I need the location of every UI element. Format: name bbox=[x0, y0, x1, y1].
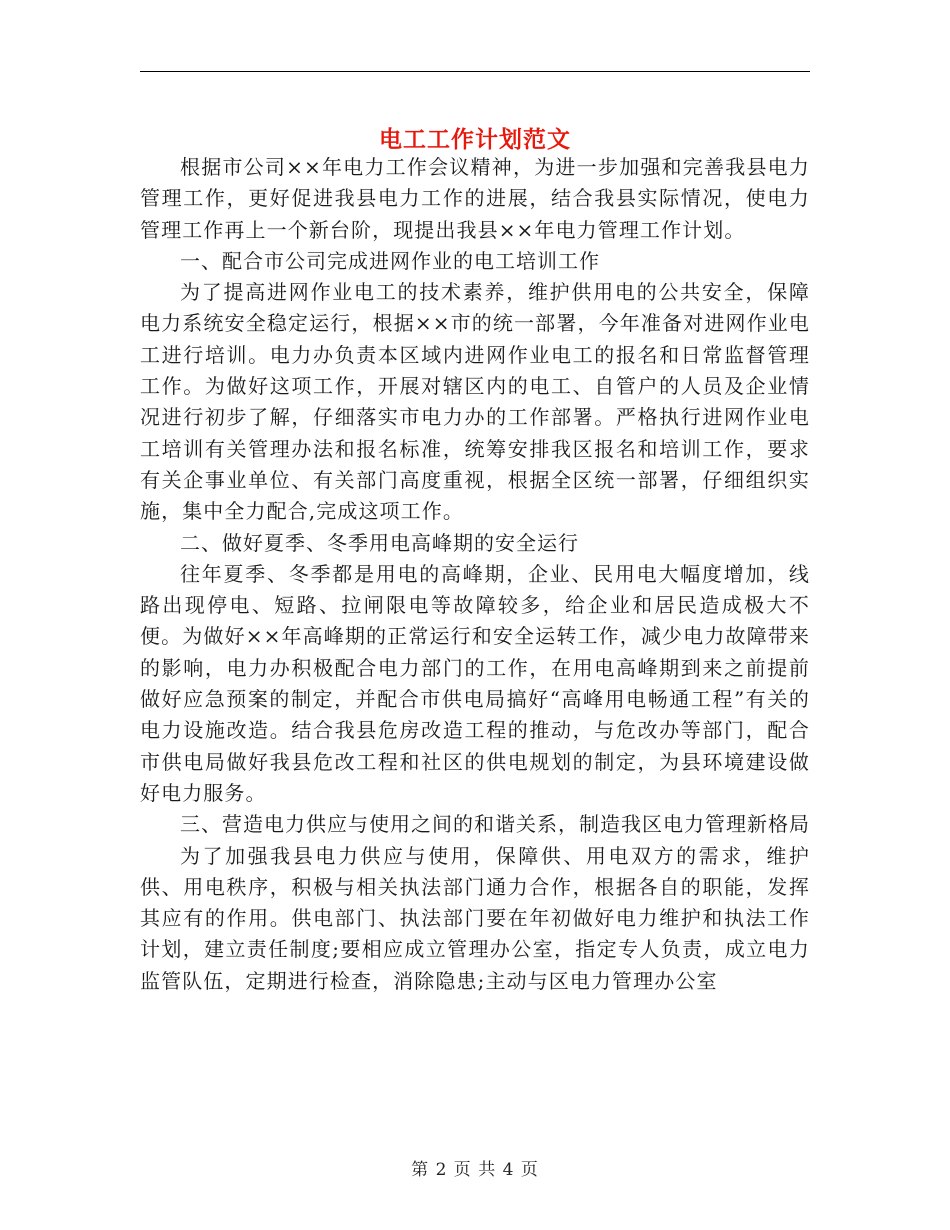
paragraph-section-2: 往年夏季、冬季都是用电的高峰期，企业、民用电大幅度增加，线路出现停电、短路、拉闸限电等故障较多，给企业和居民造成极大不便。为做好××年高峰期的正常运行和安全运转工作，减少电力故障带来的影响，电力办积极配合电力部门的工作，在用电高峰期到来之前提前做好应急预案的制定，并配合市供电局搞好“高峰用电畅通工程”有关的电力设施改造。结合我县危房改造工程的推动，与危改办等部门，配合市供电局做好我县危改工程和社区的供电规划的制定，为县环境建设做好电力服务。 bbox=[140, 561, 810, 805]
document-body bbox=[140, 152, 810, 997]
paragraph-intro: 根据市公司××年电力工作会议精神，为进一步加强和完善我县电力管理工作，更好促进我县电力工作的进展，结合我县实际情况，使电力管理工作再上一个新台阶，现提出我县××年电力管理工作计划。 bbox=[140, 155, 810, 242]
paragraph-section-3: 为了加强我县电力供应与使用，保障供、用电双方的需求，维护供、用电秩序，积极与相关执法部门通力合作，根据各自的职能，发挥其应有的作用。供电部门、执法部门要在年初做好电力维护和执法工作计划，建立责任制度;要相应成立管理办公室，指定专人负责，成立电力监管队伍，定期进行检查，消除隐患;主动与区电力管理办公室 bbox=[140, 843, 810, 993]
header-rule bbox=[140, 71, 810, 72]
section-heading-2: 二、做好夏季、冬季用电高峰期的安全运行 bbox=[180, 530, 579, 555]
page-number: 第 2 页 共 4 页 bbox=[411, 1160, 539, 1180]
section-heading-1: 一、配合市公司完成进网作业的电工培训工作 bbox=[180, 248, 600, 273]
document-title: 电工工作计划范文 bbox=[379, 126, 571, 154]
section-heading-3: 三、营造电力供应与使用之间的和谐关系，制造我区电力管理新格局 bbox=[180, 812, 810, 837]
paragraph-section-1: 为了提高进网作业电工的技术素养，维护供用电的公共安全，保障电力系统安全稳定运行，根据××市的统一部署，今年准备对进网作业电工进行培训。电力办负责本区域内进网作业电工的报名和日常监督管理工作。为做好这项工作，开展对辖区内的电工、自管户的人员及企业情况进行初步了解，仔细落实市电力办的工作部署。严格执行进网作业电工培训有关管理办法和报名标准，统筹安排我区报名和培训工作，要求有关企事业单位、有关部门高度重视，根据全区统一部署，仔细组织实施，集中全力配合,完成这项工作。 bbox=[140, 280, 810, 524]
